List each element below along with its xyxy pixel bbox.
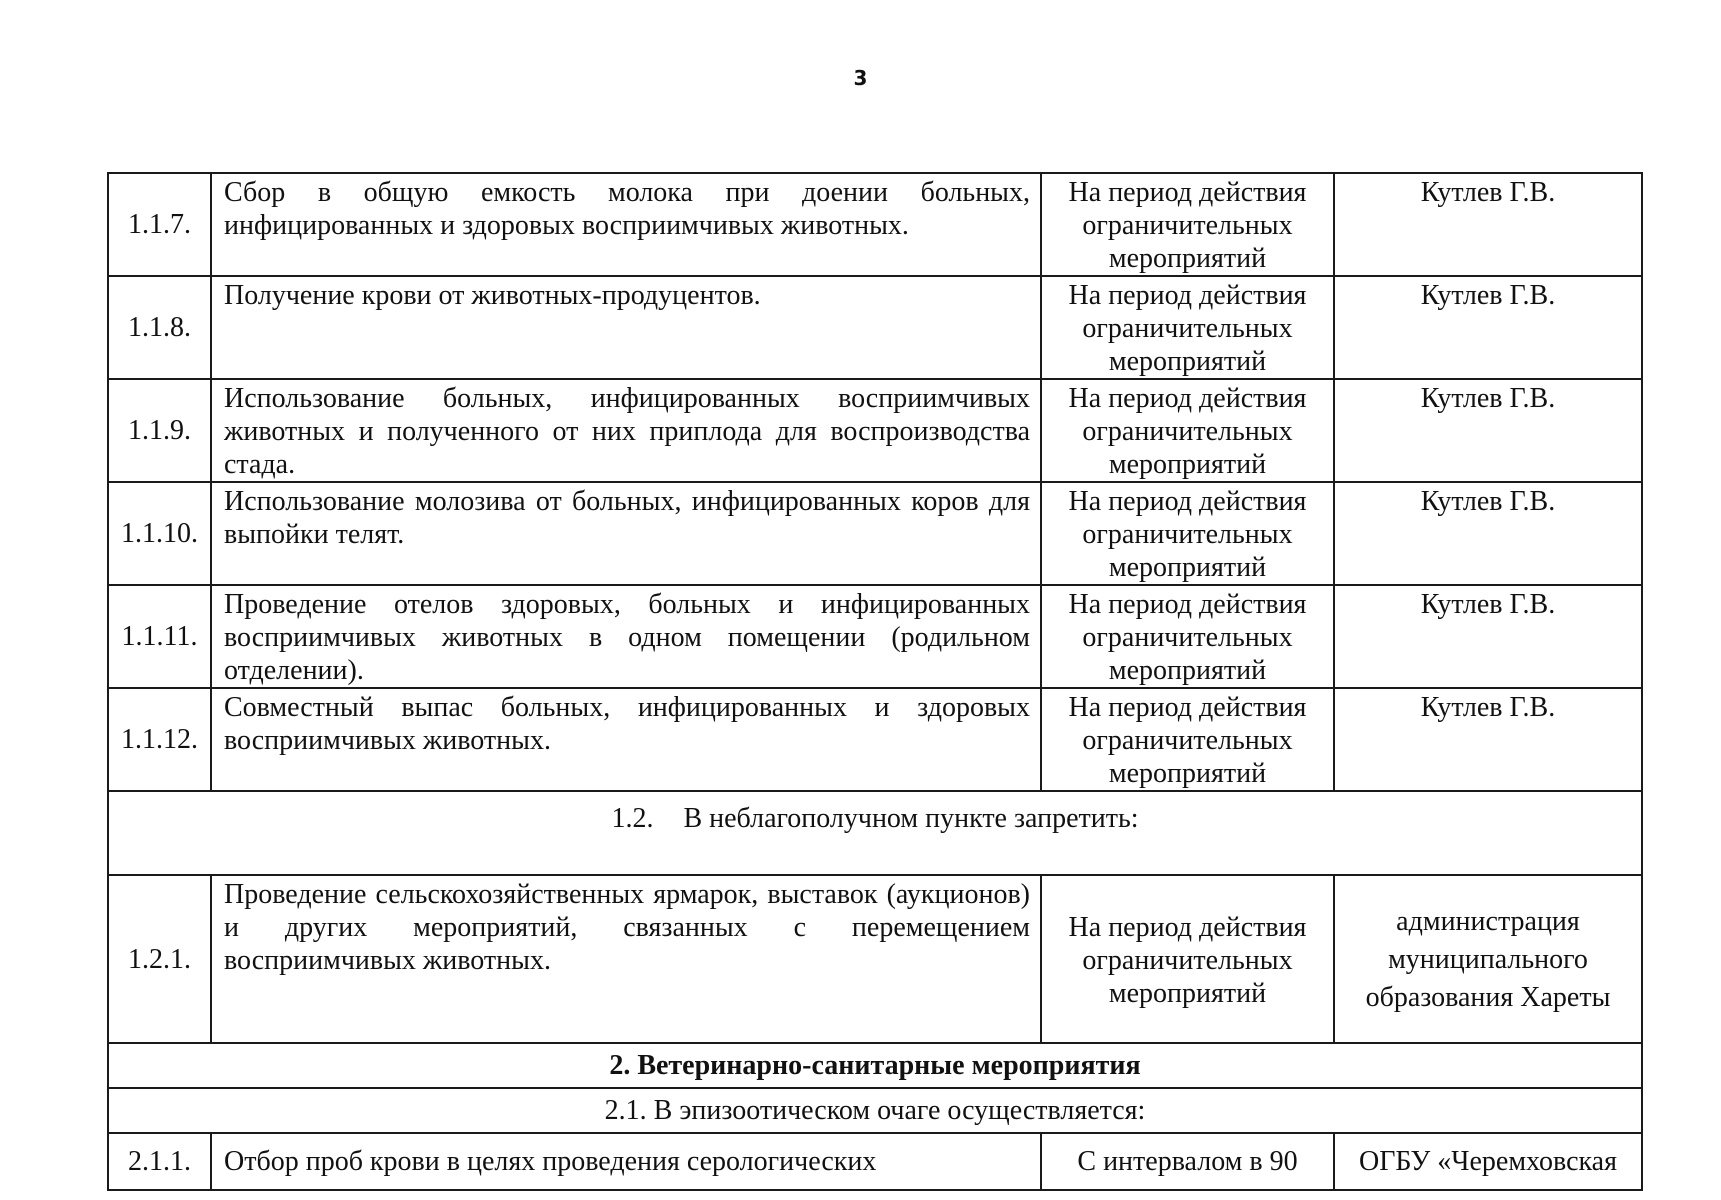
item-number: 1.1.10.: [108, 482, 211, 585]
table-row: [108, 688, 1642, 791]
subsection-heading: 2.1. В эпизоотическом очаге осуществляется:: [108, 1088, 1642, 1133]
item-responsible: администрация муниципального образования Хареты: [1334, 875, 1642, 1043]
table-row: [108, 585, 1642, 688]
subsection-heading: [108, 791, 1642, 875]
item-description: Использование больных, инфицированных восприимчивых животных и полученного от них приплода для воспроизводства стада.: [211, 379, 1041, 482]
item-responsible: Кутлев Г.В.: [1334, 482, 1642, 585]
page-number: 3: [853, 66, 868, 90]
item-period: На период действия ограничительных мероприятий: [1041, 688, 1334, 791]
table-row: [108, 276, 1642, 379]
table-row: [108, 875, 1642, 1043]
item-number: 1.1.11.: [108, 585, 211, 688]
item-description: Проведение сельскохозяйственных ярмарок, выставок (аукционов) и других мероприятий, связанных с перемещением восприимчивых животных.: [211, 875, 1041, 1043]
table-row: [108, 173, 1642, 276]
item-description: Совместный выпас больных, инфицированных и здоровых восприимчивых животных.: [211, 688, 1041, 791]
item-period: На период действия ограничительных мероприятий: [1041, 276, 1334, 379]
item-number: 1.1.9.: [108, 379, 211, 482]
item-period: На период действия ограничительных мероприятий: [1041, 173, 1334, 276]
item-responsible: Кутлев Г.В.: [1334, 688, 1642, 791]
item-responsible: Кутлев Г.В.: [1334, 173, 1642, 276]
item-period: На период действия ограничительных мероприятий: [1041, 482, 1334, 585]
item-number: 1.1.8.: [108, 276, 211, 379]
measures-table: [107, 172, 1643, 1191]
table-row: [108, 379, 1642, 482]
item-number: 1.2.1.: [108, 875, 211, 1043]
table-row: [108, 482, 1642, 585]
subsection-title: В неблагополучном пункте запретить:: [683, 803, 1139, 834]
item-responsible: ОГБУ «Черемховская: [1334, 1133, 1642, 1190]
section-row: [108, 1043, 1642, 1088]
item-responsible: Кутлев Г.В.: [1334, 379, 1642, 482]
item-number: 1.1.12.: [108, 688, 211, 791]
item-description: Отбор проб крови в целях проведения серологических: [211, 1133, 1041, 1190]
table-row: [108, 1133, 1642, 1190]
subsection-row: [108, 1088, 1642, 1133]
item-description: Получение крови от животных-продуцентов.: [211, 276, 1041, 379]
item-description: Использование молозива от больных, инфицированных коров для выпойки телят.: [211, 482, 1041, 585]
item-period: На период действия ограничительных мероприятий: [1041, 875, 1334, 1043]
item-responsible: Кутлев Г.В.: [1334, 585, 1642, 688]
item-period: С интервалом в 90: [1041, 1133, 1334, 1190]
item-description: Проведение отелов здоровых, больных и инфицированных восприимчивых животных в одном помещении (родильном отделении).: [211, 585, 1041, 688]
item-period: На период действия ограничительных мероприятий: [1041, 379, 1334, 482]
item-description: Сбор в общую емкость молока при доении больных, инфицированных и здоровых восприимчивых животных.: [211, 173, 1041, 276]
item-number: 2.1.1.: [108, 1133, 211, 1190]
subsection-number: 1.2.: [611, 803, 654, 834]
item-period: На период действия ограничительных мероприятий: [1041, 585, 1334, 688]
item-responsible: Кутлев Г.В.: [1334, 276, 1642, 379]
subsection-row: [108, 791, 1642, 875]
section-heading: 2. Ветеринарно-санитарные мероприятия: [108, 1043, 1642, 1088]
item-number: 1.1.7.: [108, 173, 211, 276]
